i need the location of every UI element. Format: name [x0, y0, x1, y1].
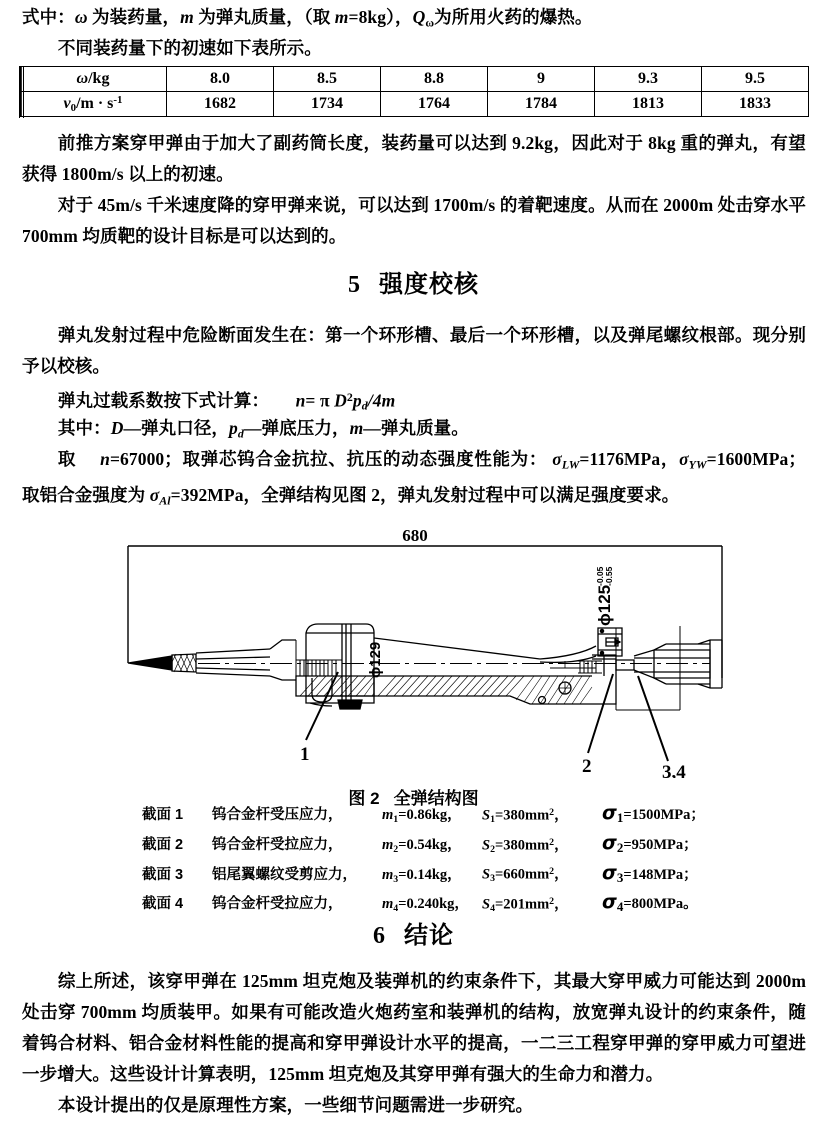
bracket-dot-1 — [600, 629, 603, 632]
symbol-pd-subscript: d — [237, 426, 244, 441]
symbol-Q-subscript: ω — [425, 15, 435, 30]
callout-label-3-4: 3,4 — [662, 762, 686, 778]
table-cell: 1833 — [702, 92, 809, 117]
formula-D-exponent: 2 — [346, 390, 353, 404]
symbol-def-c: —弹丸质量。 — [363, 418, 469, 438]
rod-inner-top — [196, 657, 270, 659]
section-stress: σ1=1500MPa； — [602, 802, 705, 826]
callout-label-1: 1 — [300, 744, 310, 765]
body-upper-taper — [374, 638, 540, 659]
paragraph-conclusion: 综上所述，该穿甲弹在 125mm 坦克炮及装弹机的约束条件下，其最大穿甲威力可能达到 2000m 处击穿 700mm 均质装甲。如果有可能改造火炮药室和装弹机的结构，放宽弹丸设计的约束条件，随着钨合材料、铝合金材料性能的提高和穿甲弹设计水平的提高，一二三工程穿甲弹的穿甲威力可望进一步增大。这些设计计算表明，125mm 坦克炮及其穿甲弹有强大的生命力和潜力。 — [22, 971, 806, 1084]
callout-leader-2 — [588, 674, 613, 753]
table-cell: 1813 — [595, 92, 702, 117]
section-heading-6 — [0, 915, 827, 950]
value-n: =67000；取弹芯钨合金抗拉、抗压的动态强度性能为： — [109, 449, 548, 469]
sigma-al-subscript: Al — [159, 493, 171, 508]
section-name: 截面 1 — [142, 807, 184, 824]
cross-section-stress-list — [142, 802, 705, 921]
section-area: $S_3=660mm^2$， — [482, 866, 569, 885]
section-desc: 钨合金杆受拉应力， — [212, 837, 343, 854]
table-cell: 1784 — [488, 92, 595, 117]
section-name: 截面 2 — [142, 837, 184, 854]
section-stress: σ3=148MPa； — [602, 861, 698, 885]
symbol-def-b: —弹底压力， — [243, 418, 350, 438]
symbol-m-2: m — [334, 7, 349, 27]
sigma-yw-value: =1600MPa；取铝合金强度为 — [22, 449, 806, 506]
nose-hatching — [172, 654, 196, 672]
section-mass: $m_1=0.86kg$， — [382, 807, 462, 826]
section-area: $S_4=201mm^2$， — [482, 896, 569, 915]
formula-equals-pi: = π — [305, 390, 335, 411]
hatch-front — [300, 676, 374, 696]
symbol-Q: Q — [412, 7, 426, 27]
formula-legend-prefix: 式中： — [22, 7, 75, 27]
figure-caption-number: 图 2 — [348, 789, 380, 808]
rod-inner-bottom — [196, 668, 270, 670]
section-area: $S_2=380mm^2$， — [482, 836, 569, 855]
dim-tol-upper: -0.05 — [595, 566, 605, 586]
overload-formula-prefix: 弹丸过载系数按下式计算： — [57, 390, 270, 411]
rod-top-line — [196, 649, 270, 653]
boom-front-collar — [616, 660, 634, 670]
velocity-table — [19, 66, 809, 117]
section-title-5: 强度校核 — [379, 271, 479, 298]
section-heading-5 — [0, 264, 827, 299]
callout-leader-3-4 — [638, 676, 668, 761]
section-name: 截面 3 — [142, 866, 184, 883]
symbol-m: m — [180, 7, 194, 27]
symbol-def-a: —弹丸口径， — [123, 418, 230, 438]
rod-bottom-line — [196, 673, 270, 676]
section-number-6: 6 — [373, 923, 386, 949]
dim-label-overall-length: 680 — [402, 528, 428, 545]
value-n-symbol: n — [100, 449, 110, 469]
table-cell: 8.0 — [167, 67, 274, 92]
section-number-5: 5 — [348, 272, 361, 298]
formula-legend-d: 为所用火药的爆热。 — [434, 7, 593, 27]
formula-legend-c: =8kg）， — [348, 7, 413, 27]
sabot-key — [338, 700, 362, 709]
formula-D: D — [334, 390, 347, 411]
rear-small-hole — [539, 697, 546, 704]
list-item — [142, 802, 705, 832]
section-name: 截面 4 — [142, 896, 184, 913]
table-cell: 8.5 — [274, 67, 381, 92]
formula-n: n — [295, 390, 306, 411]
sabot-front-cone-bottom — [270, 676, 296, 680]
list-item — [142, 861, 705, 891]
sabot-front-cone-top — [270, 640, 296, 649]
paragraph-danger-section: 弹丸发射过程中危险断面发生在：第一个环形槽、最后一个环形槽，以及弹尾螺纹根部。现分别予以校核。 — [22, 325, 806, 376]
sigma-al-value: =392MPa，全弹结构见图 2，弹丸发射过程中可以满足强度要求。 — [170, 485, 680, 506]
formula-legend-a: 为装药量， — [87, 7, 181, 27]
sigma-yw-symbol: σ — [679, 449, 689, 469]
callout-label-2: 2 — [582, 756, 592, 777]
table-row — [20, 67, 809, 92]
symbol-omega: ω — [74, 7, 88, 27]
paragraph-forward-design: 前推方案穿甲弹由于加大了副药筒长度，装药量可以达到 9.2kg，因此对于 8kg 重的弹丸，有望获得 1800m/s 以上的初速。 — [22, 133, 806, 184]
list-item — [142, 832, 705, 862]
callout-leader-1 — [306, 672, 338, 740]
take-label: 取 — [57, 449, 77, 469]
dim-label-phi125-group — [595, 566, 614, 626]
table-cell: 9.5 — [702, 67, 809, 92]
figure-caption-title: 全弹结构图 — [393, 789, 479, 808]
paragraph-table-intro: 不同装药量下的初速如下表所示。 — [57, 38, 322, 58]
projectile-drawing-svg — [110, 528, 730, 778]
dim-tol-lower: -0.55 — [604, 566, 614, 586]
fin-cone-bottom — [654, 678, 666, 684]
section-desc: 钨合金杆受拉应力， — [212, 896, 343, 913]
symbol-pd: p — [229, 418, 238, 438]
projectile-assembly-figure — [110, 528, 730, 778]
sigma-yw-subscript: YW — [688, 457, 707, 472]
nose-tip — [128, 656, 172, 670]
sigma-lw-symbol: σ — [552, 449, 562, 469]
table-cell: 1734 — [274, 92, 381, 117]
table-cell: 9 — [488, 67, 595, 92]
table-cell: 9.3 — [595, 67, 702, 92]
dim-label-phi125: ϕ125 — [595, 584, 614, 626]
bracket-dot-2 — [600, 651, 603, 654]
section-desc: 钨合金杆受压应力， — [212, 807, 343, 824]
section-stress: σ4=800MPa。 — [602, 891, 698, 915]
paragraph-material-strengths — [22, 444, 806, 517]
section-mass: $m_3=0.14kg$， — [382, 866, 462, 885]
formula-legend-b: 为弹丸质量，（取 — [193, 7, 335, 27]
bracket-leader-top — [540, 646, 596, 659]
section-mass: $m_4=0.240kg$， — [382, 896, 469, 915]
table-cell: 1682 — [167, 92, 274, 117]
table-row — [20, 92, 809, 117]
sigma-lw-subscript: LW — [561, 457, 580, 472]
formula-p-subscript: d — [361, 398, 368, 413]
table-cell: 8.8 — [381, 67, 488, 92]
section-area: $S_1=380mm^2$， — [482, 807, 569, 826]
rear-serrations — [578, 661, 602, 673]
formula-over-4m: /4m — [367, 390, 396, 411]
sigma-al-symbol: σ — [149, 485, 160, 506]
symbol-m-3: m — [349, 418, 364, 438]
section-stress: σ2=950MPa； — [602, 832, 698, 855]
table-header-charge-mass: ω/kg — [20, 67, 167, 92]
sigma-lw-value: =1176MPa， — [579, 449, 680, 469]
formula-p: p — [352, 390, 362, 411]
fin-cone-top — [654, 644, 666, 650]
paragraph-closing: 本设计提出的仅是原理性方案，一些细节问题需进一步研究。 — [57, 1095, 534, 1115]
symbol-D: D — [110, 418, 124, 438]
section-mass: $m_2=0.54kg$， — [382, 837, 462, 855]
section-title-6: 结论 — [404, 922, 454, 949]
table-header-muzzle-velocity: $v_0/m \cdot s^{-1}$ — [20, 92, 167, 117]
paragraph-velocity-drop: 对于 45m/s 千米速度降的穿甲弹来说，可以达到 1700m/s 的着靶速度。从而在 2000m 处击穿水平 700mm 均质靶的设计目标是可以达到的。 — [22, 195, 806, 246]
symbol-def-prefix: 其中： — [57, 418, 111, 438]
section-desc: 铝尾翼螺纹受剪应力， — [212, 866, 357, 883]
table-cell: 1764 — [381, 92, 488, 117]
dim-label-phi129: ϕ129 — [367, 641, 384, 678]
